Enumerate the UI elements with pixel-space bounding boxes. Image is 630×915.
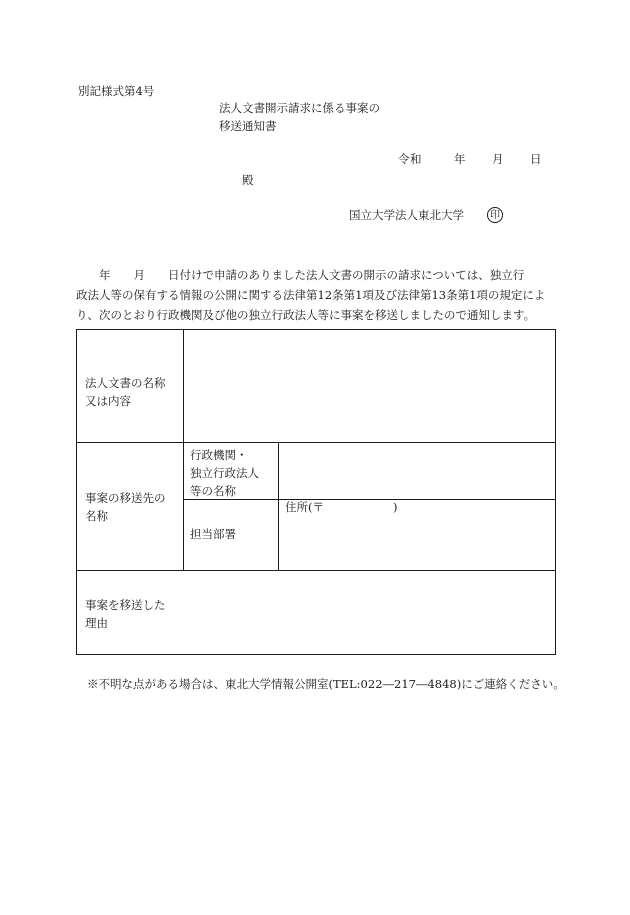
notice-body	[76, 265, 556, 325]
transfer-info-table	[76, 329, 556, 655]
notice-body-line: 年 月 日付けで申請のありました法人文書の開示の請求については、独立行	[76, 268, 525, 282]
department-address-field[interactable]	[279, 516, 555, 570]
agency-name-label: 行政機関・ 独立行政法人 等の名称	[190, 448, 259, 498]
date-year-unit: 年	[454, 152, 466, 166]
date-era: 令和	[398, 152, 422, 166]
seal-icon: 印	[487, 207, 503, 223]
date-month-unit: 月	[492, 152, 504, 166]
agency-name-field[interactable]	[279, 443, 555, 499]
transfer-reason-field[interactable]	[184, 571, 555, 655]
department-label: 担当部署	[190, 527, 236, 541]
form-number: 別記様式第4号	[78, 84, 155, 98]
sender-name: 国立大学法人東北大学	[349, 208, 464, 222]
date-line	[398, 154, 542, 166]
document-title-line1: 法人文書開示請求に係る事案の	[219, 101, 380, 115]
notice-body-line: 政法人等の保有する情報の公開に関する法律第12条第1項及び法律第13条第1項の規定によ	[76, 288, 546, 302]
date-day-unit: 日	[530, 152, 542, 166]
document-title-line2: 移送通知書	[219, 119, 277, 133]
notice-body-line: り、次のとおり行政機関及び他の独立行政法人等に事案を移送しましたので通知します。	[76, 308, 536, 322]
transfer-reason-label: 事案を移送した 理由	[85, 598, 166, 630]
transfer-destination-label: 事案の移送先の 名称	[85, 491, 166, 523]
addressee-honorific: 殿	[242, 173, 254, 187]
document-name-label: 法人文書の名称 又は内容	[85, 376, 166, 408]
address-label: 住所(〒 )	[285, 500, 398, 514]
contact-note: ※不明な点がある場合は、東北大学情報公開室(TEL:022―217―4848)にご連絡ください。	[87, 677, 565, 691]
document-name-field[interactable]	[184, 330, 555, 442]
